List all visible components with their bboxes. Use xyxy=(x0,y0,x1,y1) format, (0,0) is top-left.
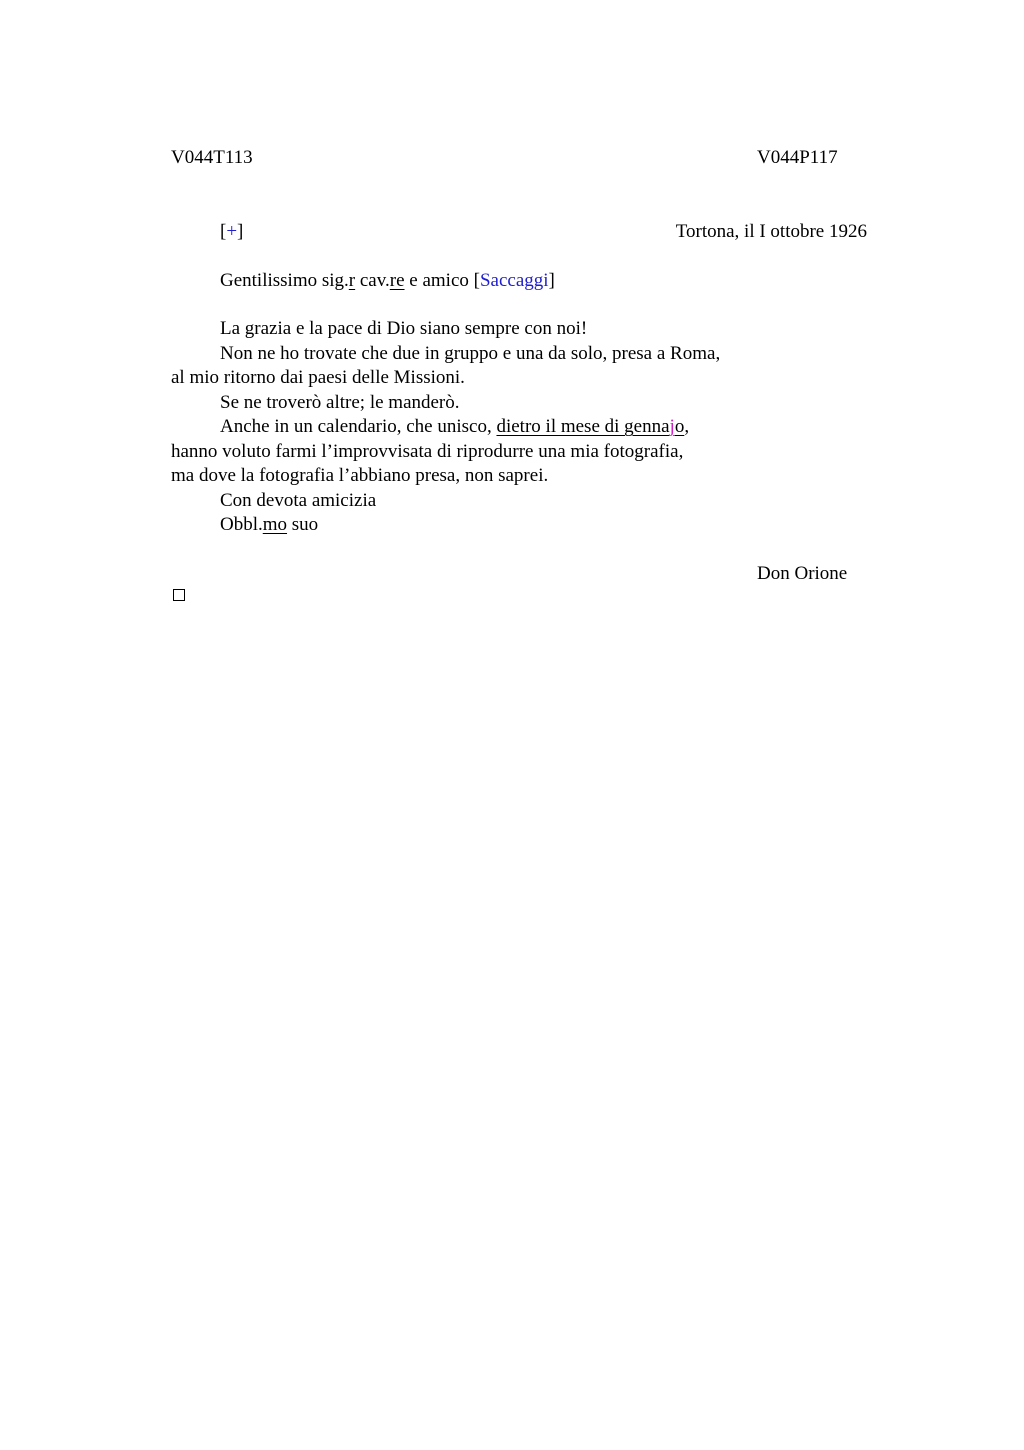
header-right-code: V044P117 xyxy=(757,147,838,168)
cross-close-bracket: ] xyxy=(237,221,244,242)
body-line-5-correction-j: j xyxy=(669,416,675,437)
salutation-abbrev-re: re xyxy=(389,270,405,291)
signature: Don Orione xyxy=(757,563,848,584)
salutation xyxy=(220,269,555,293)
closing-obbl-abbrev: mo xyxy=(262,514,288,535)
closing-obbl-post: suo xyxy=(287,514,319,535)
header-left-code: V044T113 xyxy=(171,147,253,168)
salutation-part4: ] xyxy=(548,270,555,291)
closing-obbl xyxy=(220,513,318,537)
closing-obbl-pre: Obbl. xyxy=(220,514,263,535)
body-line-3: al mio ritorno dai paesi delle Missioni. xyxy=(171,367,465,388)
recipient-name: Saccaggi xyxy=(479,270,549,291)
end-marker-box xyxy=(173,589,185,601)
closing-line: Con devota amicizia xyxy=(220,490,377,511)
body-line-6: hanno voluto farmi l’improvvisata di riprodurre una mia fotografia, xyxy=(171,441,684,462)
salutation-abbrev-r: r xyxy=(348,270,356,291)
place-date: Tortona, il I ottobre 1926 xyxy=(675,221,867,242)
body-line-5-post: , xyxy=(684,416,690,437)
body-line-1: La grazia e la pace di Dio siano sempre con noi! xyxy=(220,318,588,339)
body-line-2: Non ne ho trovate che due in gruppo e una da solo, presa a Roma, xyxy=(220,343,721,364)
cross-symbol: + xyxy=(226,221,238,242)
body-line-5 xyxy=(220,415,689,439)
salutation-part2: cav. xyxy=(355,270,390,291)
body-line-5-pre: Anche in un calendario, che unisco, xyxy=(220,416,497,437)
body-line-7: ma dove la fotografia l’abbiano presa, non saprei. xyxy=(171,465,549,486)
salutation-part3: e amico [ xyxy=(404,270,480,291)
body-line-5-underlined-b: o xyxy=(674,416,685,437)
cross-mark xyxy=(220,220,243,244)
salutation-part1: Gentilissimo sig. xyxy=(220,270,349,291)
body-line-5-underlined-a: dietro il mese di genna xyxy=(496,416,670,437)
body-line-4: Se ne troverò altre; le manderò. xyxy=(220,392,460,413)
cross-open-bracket: [ xyxy=(220,221,227,242)
